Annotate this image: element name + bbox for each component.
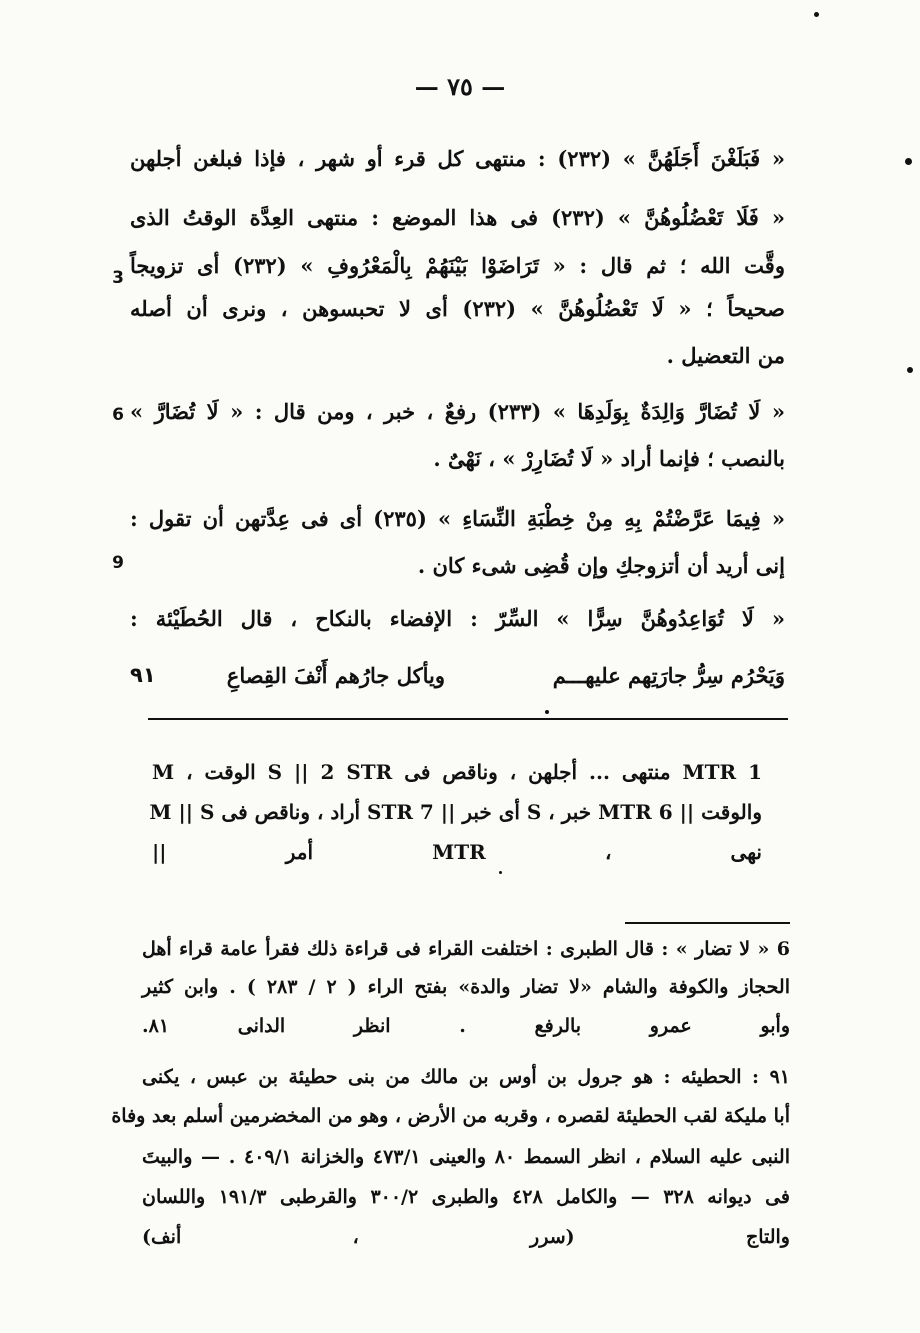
footnote-line-8: والتاج (سرر ، أنف) xyxy=(142,1226,790,1248)
main-text-line-3: وقَّت الله ؛ ثم قال : « تَرَاضَوْا بَيْنَهُمْ بِالْمَعْرُوفِ » (٢٣٢) أى تزويجاً xyxy=(130,253,785,278)
verse-first-hemistich: وَيَحْرُم سِرُّ جارَتِهم عليهـــم xyxy=(552,663,785,688)
main-text-line-1: « فَبَلَغْنَ أَجَلَهُنَّ » (٢٣٢) : منتهى كل قرء أو شهر ، فإذا فبلغن أجلهن xyxy=(130,146,785,171)
footnote-line-7: فى ديوانه ٣٢٨ — والكامل ٤٢٨ والطبرى ٣٠٠/٢ والقرطبى ١٩١/٣ واللسان xyxy=(142,1186,790,1208)
line-number-9: 9 xyxy=(112,553,124,573)
apparatus-divider xyxy=(148,718,788,720)
main-text-line-5: من التعضيل . xyxy=(666,343,785,368)
verse-line xyxy=(130,663,785,693)
verse-second-hemistich: ويأكل جارُهم أَنْفَ القِصاعِ xyxy=(226,663,445,688)
apparatus-line-3: نهى ، MTR أمر || xyxy=(152,840,762,864)
scan-speck xyxy=(905,158,912,165)
line-number-6: 6 xyxy=(112,405,124,425)
footnote-line-5: أبا مليكة لقب الحطيئة لقصره ، وقربه من الأرض ، وهو من المخضرمين أسلم بعد وفاة xyxy=(111,1105,790,1127)
apparatus-line-1: 1 MTR منتهى ... أجلهن ، وناقص فى S || 2 STR الوقت ، M xyxy=(152,760,763,784)
main-text-line-4: صحيحاً ؛ « لَا تَعْضُلُوهُنَّ » (٢٣٢) أى لا تحبسوهن ، ونرى أن أصله xyxy=(130,296,785,321)
page-number: — ٧٥ — xyxy=(414,72,506,101)
main-text-line-9: إنى أريد أن أتزوجكِ وإن قُضِى شىء كان . xyxy=(417,553,785,578)
scan-speck xyxy=(814,12,819,17)
footnote-line-3: وأبو عمرو بالرفع . انظر الدانى ٨١. xyxy=(142,1015,790,1037)
scan-speck xyxy=(907,367,913,373)
verse-intro-line: « لَا تُوَاعِدُوهُنَّ سِرًّا » السِّرّ : الإفضاء بالنكاح ، قال الحُطَيْئة : xyxy=(130,606,785,631)
line-number-3: 3 xyxy=(112,268,124,288)
apparatus-line-2: والوقت || 6 MTR خبر ، S أى خبر || 7 STR أراد ، وناقص فى M || S xyxy=(149,800,762,824)
main-text-line-7: بالنصب ؛ فإنما أراد « لَا تُضَارِرْ » ، نَهْىٌ . xyxy=(433,446,785,471)
footnote-line-1: 6 « لا تضار » : قال الطبرى : اختلفت القراء فى قراءة ذلك فقرأ عامة قراء أهل xyxy=(142,938,790,960)
scan-speck xyxy=(545,710,549,714)
footnote-divider xyxy=(625,922,790,924)
footnote-line-2: الحجاز والكوفة والشام «لا تضار والدة» بفتح الراء ( ٢ / ٢٨٣ ) . وابن كثير xyxy=(142,976,790,998)
main-text-line-6: « لَا تُضَارَّ وَالِدَةٌ بِوَلَدِهَا » (٢٣٣) رفعٌ ، خبر ، ومن قال : « لَا تُضَارَّ » xyxy=(130,399,785,424)
footnote-line-4: ٩١ : الحطيئه : هو جرول بن أوس بن مالك من بنى حطيئة بن عبس ، يكنى xyxy=(142,1066,790,1088)
main-text-line-8: « فِيمَا عَرَّضْتُمْ بِهِ مِنْ خِطْبَةِ النِّسَاءِ » (٢٣٥) أى فى عِدَّتهن أن تقول : xyxy=(130,506,786,531)
footnote-line-6: النبى عليه السلام ، انظر السمط ٨٠ والعينى ٤٧٣/١ والخزانة ٤٠٩/١ . — والبيتَ xyxy=(142,1146,790,1168)
main-text-line-2: « فَلَا تَعْضُلُوهُنَّ » (٢٣٢) فى هذا الموضع : منتهى العِدَّة الوقتُ الذى xyxy=(130,205,786,230)
verse-number: ٩١ xyxy=(130,663,156,687)
scan-speck xyxy=(499,871,502,874)
